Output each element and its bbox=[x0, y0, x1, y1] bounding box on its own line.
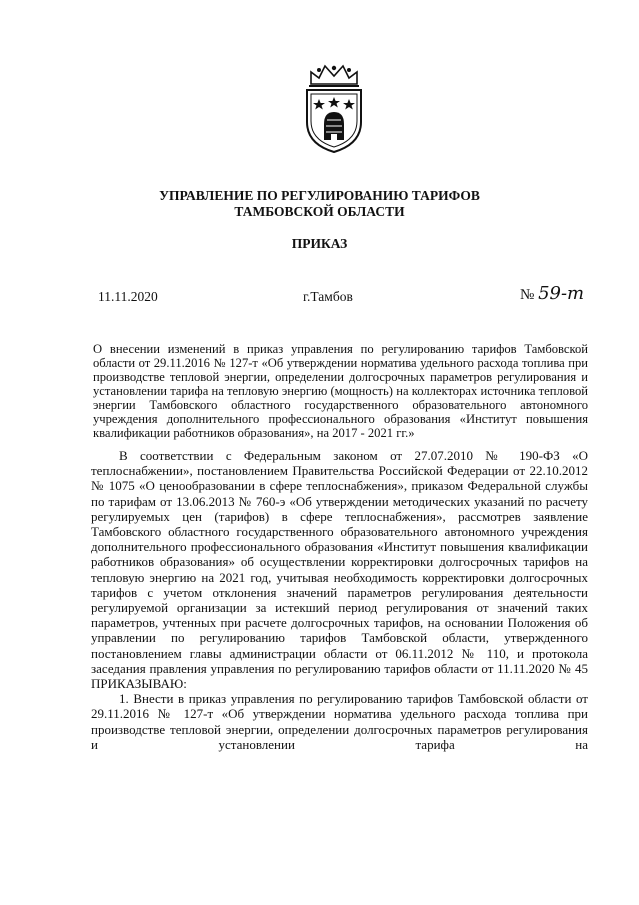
authority-line-1: УПРАВЛЕНИЕ ПО РЕГУЛИРОВАНИЮ ТАРИФОВ bbox=[159, 188, 480, 203]
document-city: г.Тамбов bbox=[303, 289, 353, 304]
preamble-paragraph: В соответствии с Федеральным законом от 27.07.2010 № 190-ФЗ «О теплоснабжении», постановлением Правительства Российской Федерации от 22.10.2012 № 1075 «О ценообразовании в сфере теплоснабжения», приказом Федеральной службы по тарифам от 13.06.2013 № 760-э «Об утверждении методических указаний по расчету регулируемых цен (тарифов) в сфере теплоснабжения», рассмотрев заявление Тамбовского областного государственного образовательного автономного учреждения дополнительного профессионального образования «Институт повышения квалификации работников образования» об осуществлении корректировки долгосрочных тарифов на тепловую энергию на 2021 год, учитывая необходимость корректировки долгосрочных тарифов с учетом отклонения значений параметров регулирования деятельности регулируемой организации за истекший период регулирования от значений таких параметров, учтенных при расчете долгосрочных тарифов, на основании Положения об управлении по регулированию тарифов Тамбовской области, утвержденного постановлением главы администрации области от 06.11.2012 № 110, и протокола заседания правления управления по регулированию тарифов области от 11.11.2020 № 45 ПРИКАЗЫВАЮ: bbox=[91, 448, 588, 692]
document-date: 11.11.2020 bbox=[98, 289, 158, 304]
document-subject: О внесении изменений в приказ управления по регулированию тарифов Тамбовской области от 29.11.2016 № 127-т «Об утверждении норматива удельного расхода топлива при производстве тепловой энергии, определении долгосрочных параметров регулирования и установлении тарифа на тепловую энергию (мощность) на коллекторах источника тепловой энергии Тамбовского областного государственного образовательного автономного учреждения дополнительного профессионального образования «Институт повышения квалификации работников образования», на 2017 - 2021 гг.» bbox=[93, 342, 588, 440]
authority-name bbox=[0, 188, 639, 220]
document-body bbox=[91, 448, 588, 752]
coat-of-arms-icon bbox=[297, 62, 371, 154]
item-1-paragraph: 1. Внести в приказ управления по регулированию тарифов Тамбовской области от 29.11.2016 № 127-т «Об утверждении норматива удельного расхода топлива при производстве тепловой энергии, определении долгосрочных параметров регулирования и установлении тарифа на bbox=[91, 691, 588, 752]
document-number bbox=[520, 283, 584, 304]
number-sign: № bbox=[520, 287, 535, 303]
document-type: ПРИКАЗ bbox=[291, 236, 348, 251]
number-value: 59-т bbox=[538, 283, 585, 304]
authority-line-2: ТАМБОВСКОЙ ОБЛАСТИ bbox=[234, 204, 405, 219]
